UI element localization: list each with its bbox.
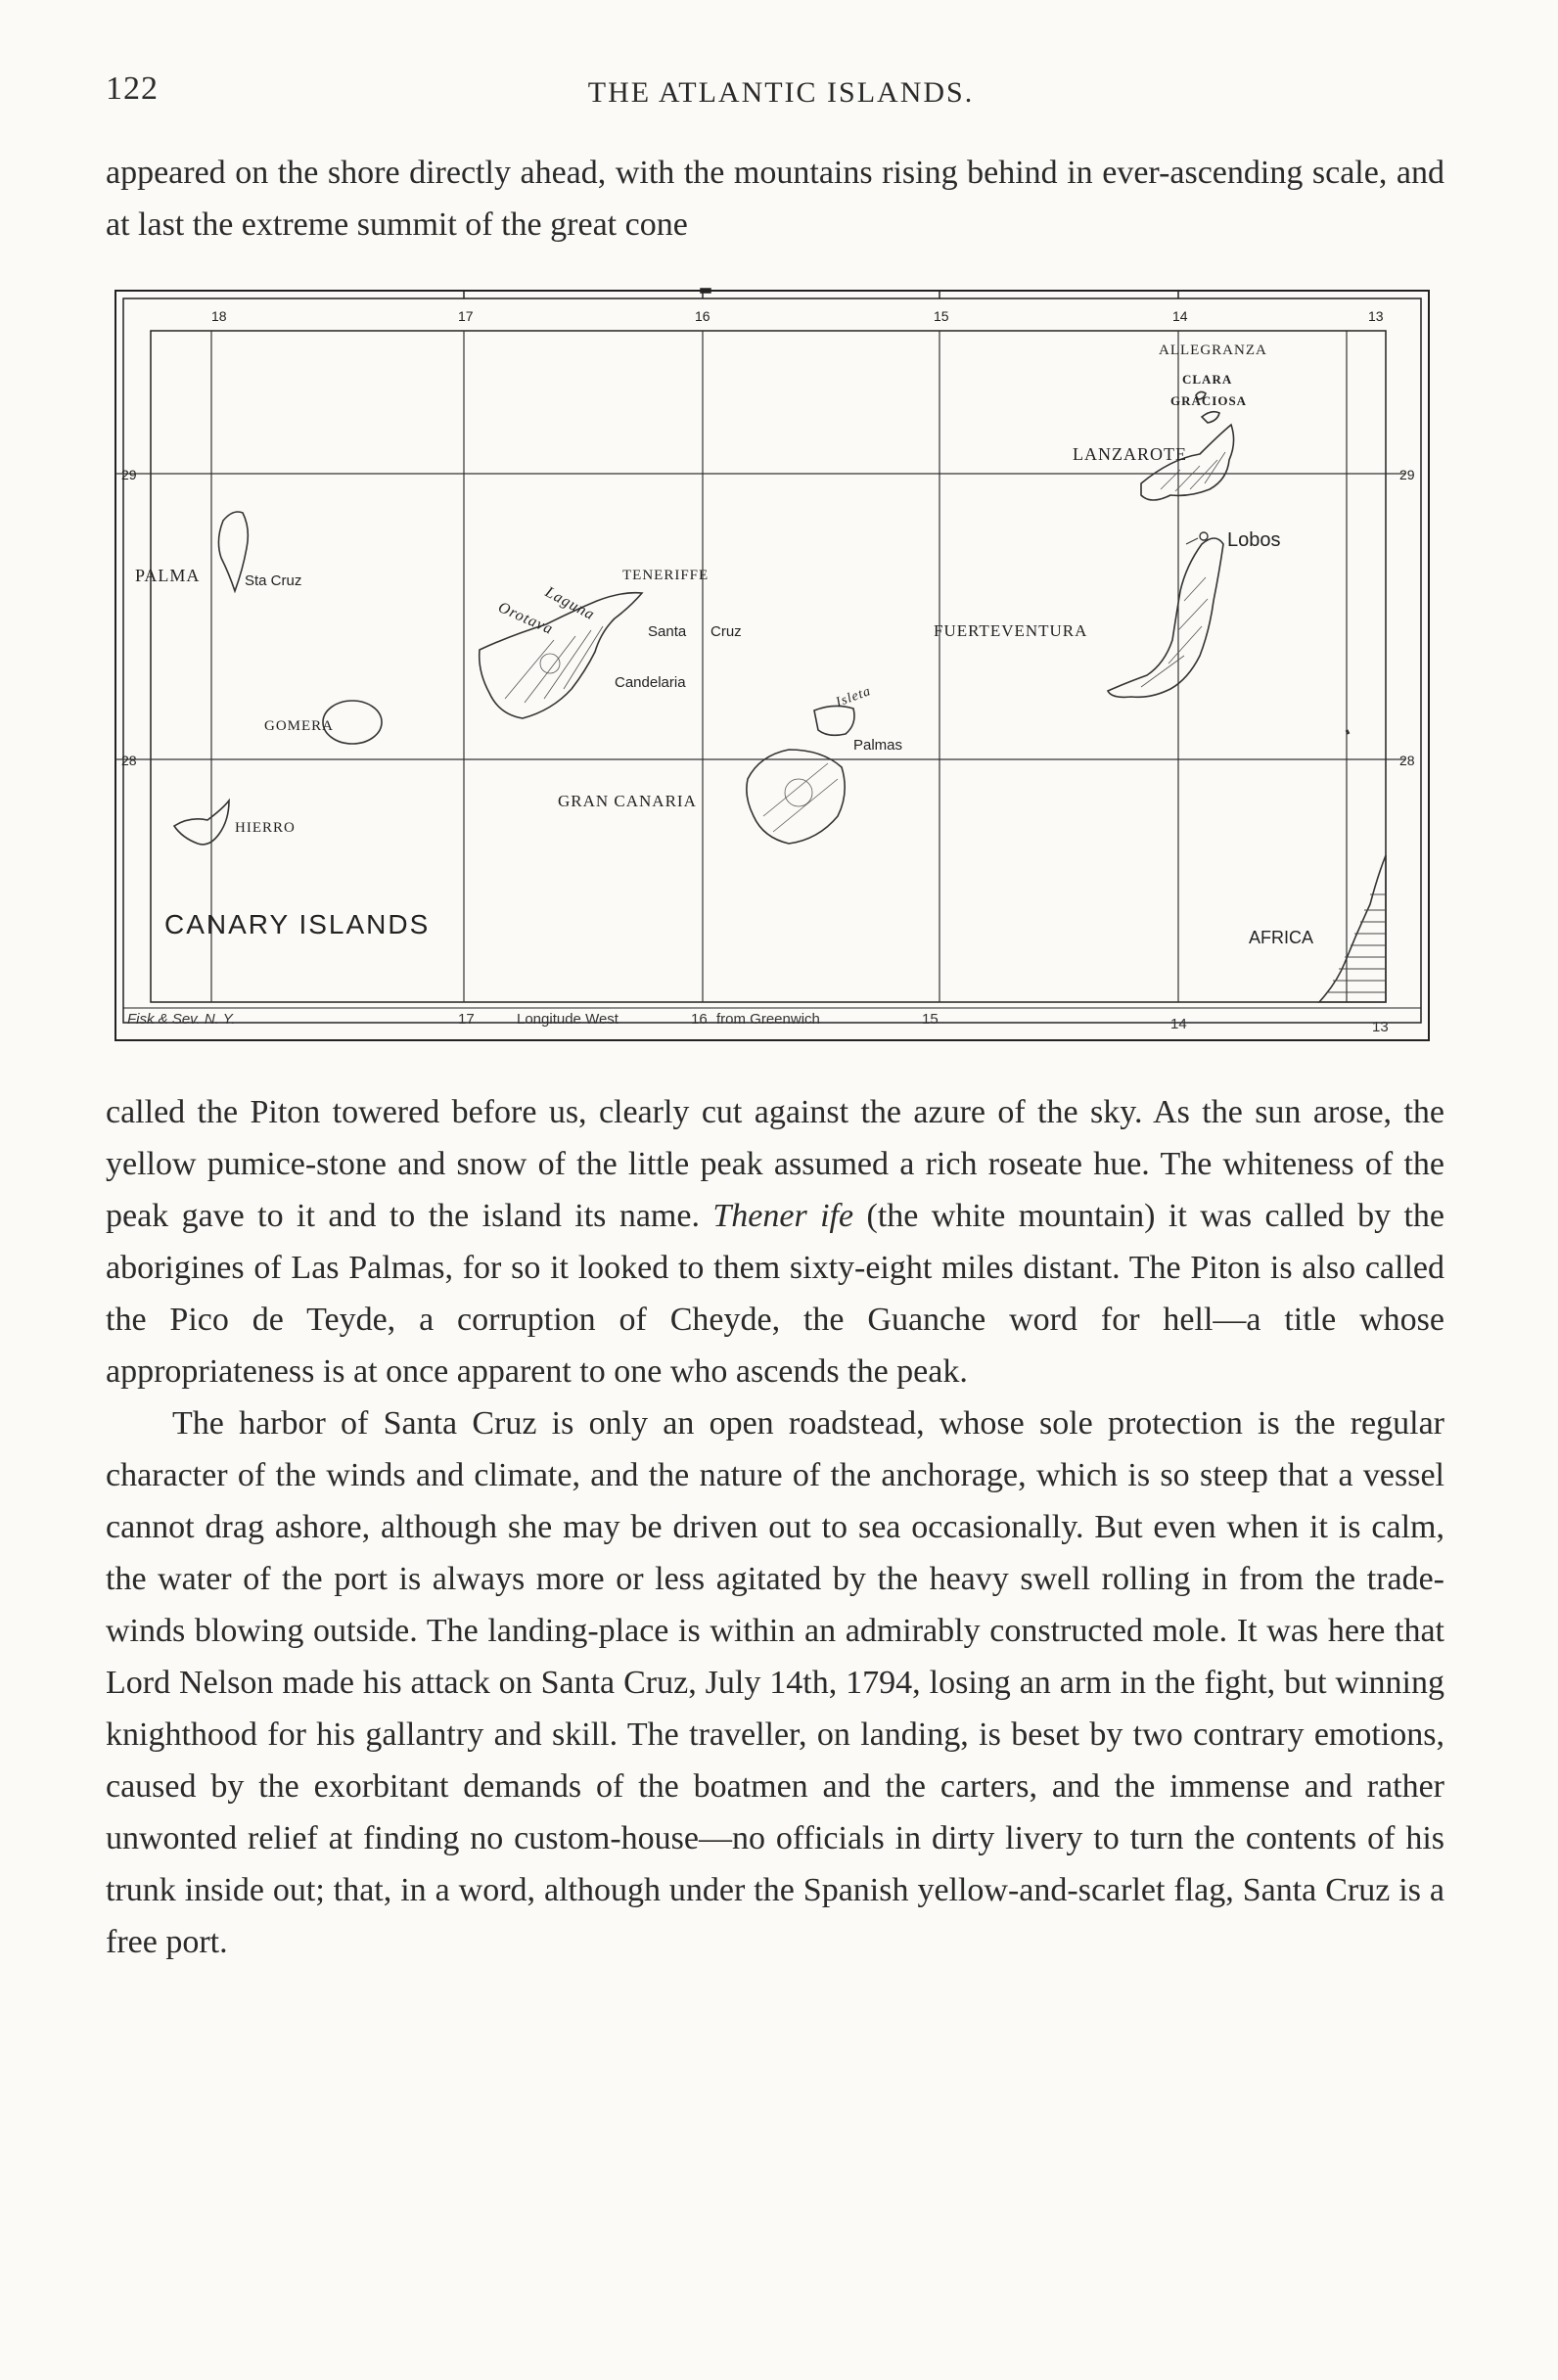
map-engraver: Fisk & Sev. N. Y.: [127, 1011, 236, 1028]
label-gomera: GOMERA: [264, 718, 335, 734]
paragraph-top: [106, 147, 1444, 251]
footer-lon-16: 16: [691, 1011, 708, 1028]
label-candelaria: Candelaria: [615, 674, 686, 691]
body-paragraph-1: [106, 1086, 1444, 1397]
label-clara: CLARA: [1182, 372, 1233, 387]
lon-label-13: 13: [1368, 308, 1384, 324]
page-number: 122: [106, 70, 159, 107]
map-dot: [1347, 730, 1349, 734]
map-title: CANARY ISLANDS: [164, 909, 431, 939]
body-paragraph-1-part-a: called the Piton towered before us, clearly cut against the azure of the sky. As the sun arose, the yellow pumice-stone and snow of the little peak assumed a rich roseate hue. The whiteness of the peak gave to it and to the island its name.: [106, 1094, 1444, 1234]
label-isleta: Isleta: [834, 683, 874, 710]
footer-lon-13: 13: [1372, 1019, 1389, 1035]
gran-canaria-hatching: [763, 763, 838, 832]
island-gran-canaria: [747, 706, 854, 844]
lon-label-16: 16: [695, 308, 710, 324]
running-title: THE ATLANTIC ISLANDS.: [587, 76, 975, 109]
body-paragraph-2: The harbor of Santa Cruz is only an open roadstead, whose sole protection is the regular character of the winds and climate, and the nature of the anchorage, which is so steep that a vessel cannot drag ashore, although she may be driven out to sea occasionally. But even when it is calm, the water of the port is always more or less agitated by the heavy swell rolling in from the trade-winds blowing outside. The landing-place is within an admirably constructed mole. It was here that Lord Nelson made his attack on Santa Cruz, July 14th, 1794, losing an arm in the fight, but winning knighthood for his gallantry and skill. The traveller, on landing, is beset by two contrary emotions, caused by the exorbitant demands of the boatmen and the carters, and the immense and rather unwonted relief at finding no custom-house—no officials in dirty livery to turn the contents of his trunk inside out; that, in a word, although under the Spanish yellow-and-scarlet flag, Santa Cruz is a free port.: [106, 1405, 1444, 1960]
label-graciosa: GRACIOSA: [1170, 393, 1248, 408]
map-graticule: [115, 331, 1405, 1002]
lat-label-29-right: 29: [1399, 467, 1415, 482]
footer-lon-17: 17: [458, 1011, 475, 1028]
map-graticule-border: [151, 331, 1386, 1002]
lat-label-28-right: 28: [1399, 753, 1415, 768]
footer-label-left: Longitude West: [517, 1011, 619, 1028]
label-palmas: Palmas: [853, 737, 903, 754]
label-gran-canaria: GRAN CANARIA: [558, 792, 697, 810]
paragraph-top-text: appeared on the shore directly ahead, with the mountains rising behind in ever-ascending scale, and at last the extreme summit of the great cone: [106, 155, 1444, 243]
label-africa: AFRICA: [1249, 928, 1314, 947]
footer-lon-15: 15: [922, 1011, 939, 1028]
canary-islands-map: [114, 288, 1431, 1043]
lat-label-28-left: 28: [121, 753, 137, 768]
lon-label-14: 14: [1172, 308, 1188, 324]
body-paragraph-1-part-b: (the white mountain) it was called by the aborigines of Las Palmas, for so it looked to them sixty-eight miles distant. The Piton is also called the Pico de Teyde, a corruption of Cheyde, the Guanche word for hell—a title whose appropriateness is at once apparent to one who ascends the peak.: [106, 1198, 1445, 1390]
footer-label-right: from Greenwich: [716, 1011, 820, 1028]
lat-label-29-left: 29: [121, 467, 137, 482]
africa-hatching: [1327, 894, 1386, 992]
label-fuerteventura: FUERTEVENTURA: [934, 621, 1088, 640]
page-header: [106, 70, 1456, 119]
island-lobos: [1200, 532, 1208, 540]
island-palma: [218, 512, 248, 591]
label-palma: PALMA: [135, 566, 201, 585]
label-sta-cruz: Sta Cruz: [245, 572, 302, 589]
label-orotava: Orotava: [495, 599, 556, 638]
label-santa: Santa: [648, 623, 687, 640]
label-teneriffe: TENERIFFE: [622, 568, 710, 583]
body-paragraph-1-italic: Thener ife: [712, 1198, 854, 1234]
island-fuerteventura: [1108, 538, 1223, 697]
lon-label-18: 18: [211, 308, 227, 324]
label-laguna: Laguna: [542, 583, 598, 624]
label-hierro: HIERRO: [235, 820, 296, 836]
label-allegranza: ALLEGRANZA: [1159, 343, 1267, 358]
lon-label-17: 17: [458, 308, 474, 324]
label-lanzarote: LANZAROTE: [1073, 444, 1187, 464]
body-text: [106, 1086, 1444, 1968]
lon-label-15: 15: [934, 308, 949, 324]
label-lobos: Lobos: [1227, 529, 1281, 551]
label-cruz: Cruz: [710, 623, 742, 640]
island-hierro: [174, 801, 229, 845]
footer-lon-14: 14: [1170, 1016, 1187, 1032]
